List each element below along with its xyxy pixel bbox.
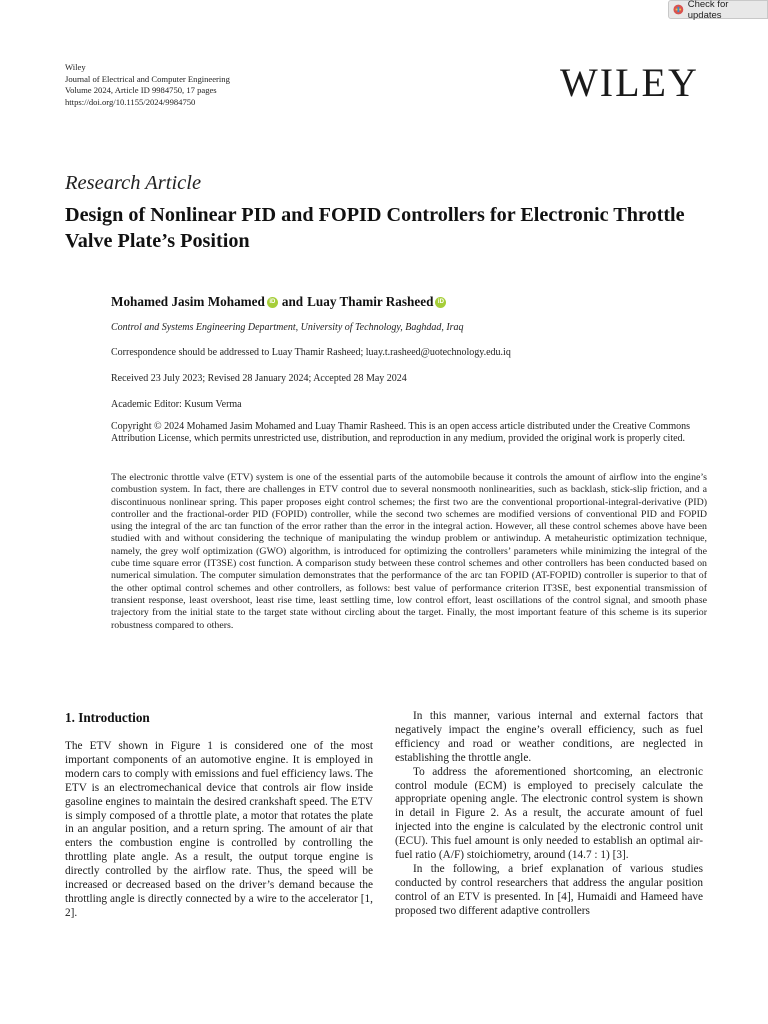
article-type: Research Article xyxy=(65,172,202,194)
abstract: The electronic throttle valve (ETV) system is one of the essential parts of the automobile because it controls the amount of airflow into the engine’s combustion system. In fact, there are challenges in ETV control due to several nonsmooth nonlinearities, such as backlash, stick-slip friction, and a discontinuous nonlinear spring. This paper proposes eight control schemes; the first two are the conventional proportional-integral-derivative (PID) controller and the fractional-order PID (FOPID) controller, while the second two schemes are modified versions of conventional PID and FOPID using the integral of the arc tan function of the error rather than the error in the integral action. However, all these control schemes above have been studied with and without considering the technique of manipulating the windup problem or antiwindup. A metaheuristic optimization technique, namely, the grey wolf optimization (GWO) algorithm, is introduced for optimizing the controllers’ parameters while minimizing the integral of the cube time square error (IT3SE) cost function. A comparison study between these control schemes and other controllers has been conducted based on numerical simulation. The computer simulation demonstrates that the performance of the arc tan FOPID (AT-FOPID) controller is superior to that of the other optimal control schemes and other controllers, as follows: best value of performance criterion IT3SE, best exponential transmission of transient response, least overshoot, least rise time, least settling time, low control effort, least oscillations of the control signal, and smooth phase trajectory from the initial state to the target state without circling about the target. Finally, the most important feature of this scheme is its superior robustness compared to others. xyxy=(111,472,707,631)
check-for-updates-label: Check for updates xyxy=(687,0,729,21)
affiliation: Control and Systems Engineering Department, University of Technology, Baghdad, Iraq xyxy=(111,322,464,333)
volume-line: Volume 2024, Article ID 9984750, 17 pages xyxy=(65,85,217,96)
crossmark-icon xyxy=(673,4,684,15)
paragraph: In the following, a brief explanation of various studies conducted by control researchers that address the angular position control of an ETV is presented. In [4], Humaidi and Hameed have proposed two different adaptive controllers xyxy=(395,862,703,917)
journal-name: Journal of Electrical and Computer Engineering xyxy=(65,73,230,84)
article-title: Design of Nonlinear PID and FOPID Controllers for Electronic Throttle Valve Plate’s Position xyxy=(65,204,685,252)
wiley-logo: WILEY xyxy=(560,60,699,105)
author-1[interactable]: Mohamed Jasim Mohamed xyxy=(111,294,265,309)
journal-meta xyxy=(65,62,230,108)
paragraph: In this manner, various internal and external factors that negatively impact the engine’s overall efficiency, such as fuel efficiency and road or weather conditions, are neglected in establishing the throttle angle. xyxy=(395,710,703,764)
correspondence: Correspondence should be addressed to Luay Thamir Rasheed; luay.t.rasheed@uotechnology.edu.iq xyxy=(111,347,511,358)
orcid-icon[interactable]: iD xyxy=(267,297,278,308)
publication-dates: Received 23 July 2023; Revised 28 January 2024; Accepted 28 May 2024 xyxy=(111,373,407,384)
publisher-name: Wiley xyxy=(65,62,86,72)
doi-link[interactable]: https://doi.org/10.1155/2024/9984750 xyxy=(65,96,196,107)
author-2[interactable]: Luay Thamir Rasheed xyxy=(307,294,434,309)
body-column-right xyxy=(395,710,703,919)
orcid-icon[interactable]: iD xyxy=(435,297,446,308)
paragraph: To address the aforementioned shortcoming, an electronic control module (ECM) is employed to precisely calculate the appropriate opening angle. The electronic control system is shown in detail in Figure 2. As a result, the accurate amount of fuel injected into the engine is calculated by the electronic control unit (ECU). This fuel amount is only needed to establish an optimal air-fuel ratio (A/F) stoichiometry, around (14.7 : 1) [3]. xyxy=(395,765,703,862)
author-list xyxy=(111,294,450,310)
check-for-updates-button[interactable] xyxy=(668,0,768,19)
author-connector: and xyxy=(281,294,304,309)
copyright-notice: Copyright © 2024 Mohamed Jasim Mohamed and Luay Thamir Rasheed. This is an open access article distributed under the Creative Commons Attribution License, which permits unrestricted use, distribution, and reproduction in any medium, provided the original work is properly cited. xyxy=(111,421,691,445)
section-heading: 1. Introduction xyxy=(65,710,150,725)
paragraph: The ETV shown in Figure 1 is considered one of the most important components of an automotive engine. It is employed in modern cars to comply with emissions and fuel efficiency laws. The ETV is an electromechanical device that controls air flow inside gasoline engines to maintain the desired crankshaft speed. The ETV is simply composed of a throttle plate, a motor that rotates the plate in an angular position, and a return spring. The amount of air that enters the combustion engine is controlled by controlling the throttling plate angle. As a result, the output torque engine is directly controlled by the airflow rate. Thus, the speed will be increased or decreased based on the driver’s demand because the throttling angle is directly connected by a wire to the accelerator [1, 2]. xyxy=(65,740,373,919)
academic-editor: Academic Editor: Kusum Verma xyxy=(111,399,242,410)
body-column-left xyxy=(65,740,373,921)
